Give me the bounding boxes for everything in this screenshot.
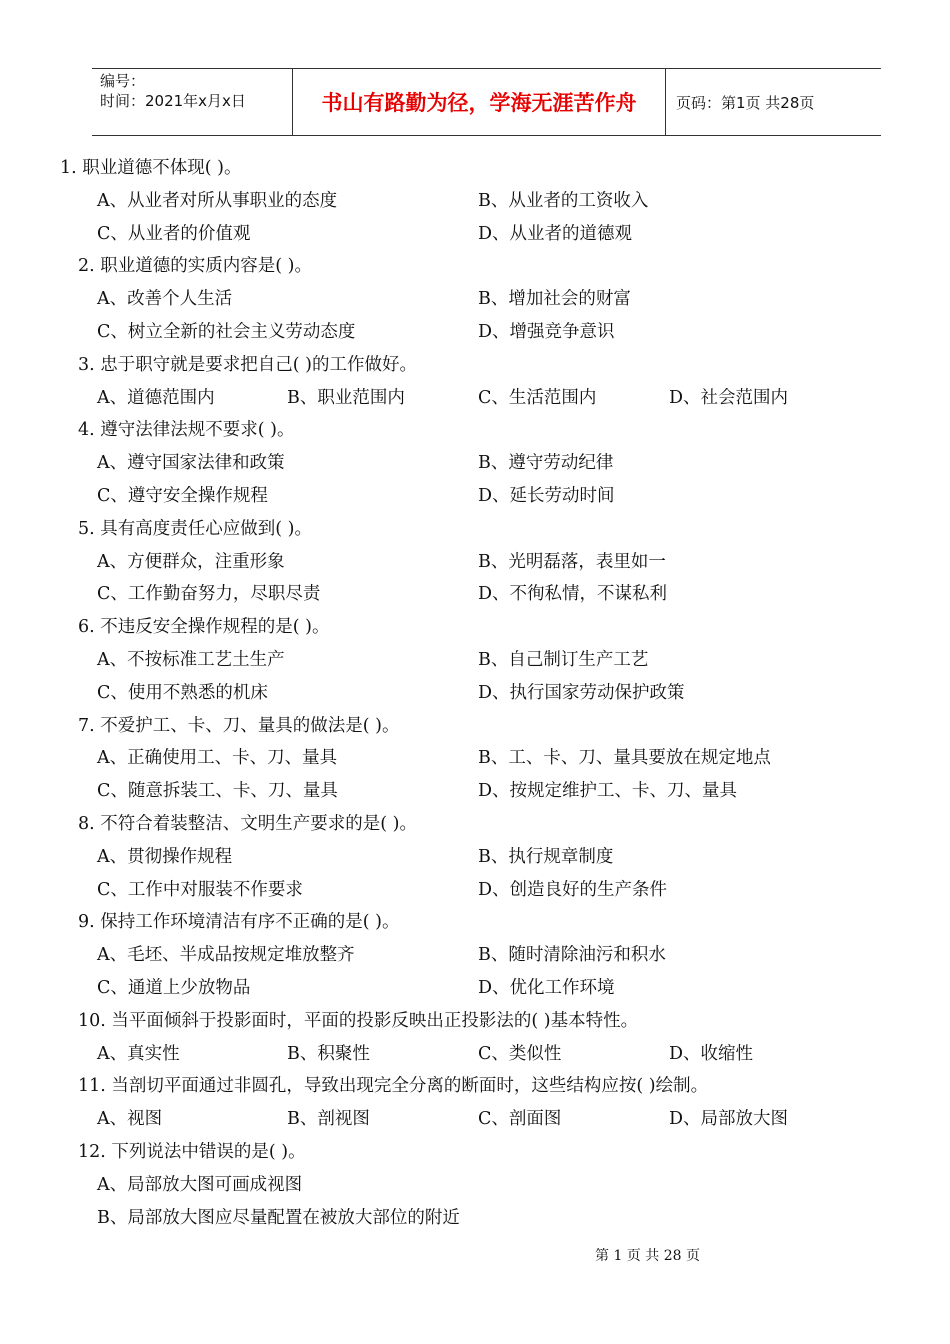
question-item bbox=[0, 1070, 950, 1103]
answer-option: D、不徇私情，不谋私利 bbox=[478, 584, 668, 605]
answer-option: B、遵守劳动纪律 bbox=[478, 453, 614, 474]
question-item bbox=[0, 611, 950, 644]
options-row bbox=[0, 972, 950, 1005]
question-item bbox=[0, 808, 950, 841]
question-text: 7. 不爱护工、卡、刀、量具的做法是( )。 bbox=[78, 715, 400, 736]
answer-option: B、自己制订生产工艺 bbox=[478, 649, 649, 670]
question-text: 8. 不符合着装整洁、文明生产要求的是( )。 bbox=[78, 813, 417, 834]
question-item bbox=[0, 414, 950, 447]
header-motto: 书山有路勤为径，学海无涯苦作舟 bbox=[293, 69, 666, 135]
answer-option: D、优化工作环境 bbox=[478, 977, 615, 998]
answer-option: B、随时清除油污和积水 bbox=[478, 945, 666, 966]
answer-option: B、工、卡、刀、量具要放在规定地点 bbox=[478, 748, 771, 769]
question-text: 3. 忠于职守就是要求把自己( )的工作做好。 bbox=[78, 354, 417, 375]
question-item bbox=[0, 1136, 950, 1169]
options-row bbox=[0, 1103, 950, 1136]
options-row bbox=[0, 382, 950, 415]
answer-option: D、增强竞争意识 bbox=[478, 321, 615, 342]
options-row bbox=[0, 480, 950, 513]
answer-option: C、工作勤奋努力，尽职尽责 bbox=[97, 584, 321, 605]
answer-option: D、执行国家劳动保护政策 bbox=[478, 682, 685, 703]
answer-option: D、局部放大图 bbox=[669, 1109, 789, 1130]
answer-option: D、收缩性 bbox=[669, 1043, 754, 1064]
answer-option: D、社会范围内 bbox=[669, 387, 789, 408]
question-item bbox=[0, 349, 950, 382]
options-row bbox=[0, 546, 950, 579]
time-label: 时间：2021年x月x日 bbox=[100, 92, 246, 110]
answer-option: A、毛坯、半成品按规定堆放整齐 bbox=[97, 945, 355, 966]
question-list bbox=[0, 152, 950, 1234]
answer-option: D、创造良好的生产条件 bbox=[478, 879, 668, 900]
answer-option: B、职业范围内 bbox=[287, 387, 405, 408]
options-row bbox=[0, 841, 950, 874]
answer-option: B、光明磊落，表里如一 bbox=[478, 551, 666, 572]
answer-option: C、工作中对服装不作要求 bbox=[97, 879, 303, 900]
options-row bbox=[0, 1169, 950, 1202]
options-row bbox=[0, 677, 950, 710]
options-row bbox=[0, 742, 950, 775]
answer-option: B、剖视图 bbox=[287, 1109, 370, 1130]
question-item bbox=[0, 250, 950, 283]
question-text: 4. 遵守法律法规不要求( )。 bbox=[78, 420, 295, 441]
question-text: 2. 职业道德的实质内容是( )。 bbox=[78, 256, 312, 277]
answer-option: B、积聚性 bbox=[287, 1043, 370, 1064]
options-row bbox=[0, 1202, 950, 1235]
answer-option: D、按规定维护工、卡、刀、量具 bbox=[478, 781, 738, 802]
question-item bbox=[0, 906, 950, 939]
answer-option: C、通道上少放物品 bbox=[97, 977, 251, 998]
answer-option: C、随意拆装工、卡、刀、量具 bbox=[97, 781, 338, 802]
answer-option: B、从业者的工资收入 bbox=[478, 190, 649, 211]
answer-option: D、从业者的道德观 bbox=[478, 223, 633, 244]
answer-option: B、执行规章制度 bbox=[478, 846, 614, 867]
answer-option: C、使用不熟悉的机床 bbox=[97, 682, 268, 703]
options-row bbox=[0, 447, 950, 480]
question-text: 9. 保持工作环境清洁有序不正确的是( )。 bbox=[78, 912, 400, 933]
options-row bbox=[0, 874, 950, 907]
answer-option: A、遵守国家法律和政策 bbox=[97, 453, 285, 474]
answer-option: A、道德范围内 bbox=[97, 387, 215, 408]
answer-option: C、生活范围内 bbox=[478, 387, 597, 408]
answer-option: A、贯彻操作规程 bbox=[97, 846, 233, 867]
answer-option: C、遵守安全操作规程 bbox=[97, 485, 268, 506]
question-item bbox=[0, 1005, 950, 1038]
answer-option: B、增加社会的财富 bbox=[478, 289, 631, 310]
question-text: 11. 当剖切平面通过非圆孔，导致出现完全分离的断面时，这些结构应按( )绘制。 bbox=[78, 1076, 709, 1097]
answer-option: C、从业者的价值观 bbox=[97, 223, 251, 244]
answer-option: A、真实性 bbox=[97, 1043, 180, 1064]
answer-option: C、树立全新的社会主义劳动态度 bbox=[97, 321, 356, 342]
answer-option: C、类似性 bbox=[478, 1043, 562, 1064]
options-row bbox=[0, 939, 950, 972]
question-item bbox=[0, 710, 950, 743]
question-text: 5. 具有高度责任心应做到( )。 bbox=[78, 518, 312, 539]
document-header bbox=[92, 68, 881, 136]
options-row bbox=[0, 316, 950, 349]
question-text: 1. 职业道德不体现( )。 bbox=[60, 158, 242, 178]
question-text: 12. 下列说法中错误的是( )。 bbox=[78, 1141, 306, 1162]
footer-page-number: 第 1 页 共 28 页 bbox=[595, 1248, 700, 1264]
options-row bbox=[0, 218, 950, 251]
header-meta bbox=[92, 69, 293, 135]
answer-option: B、局部放大图应尽量配置在被放大部位的附近 bbox=[97, 1207, 460, 1228]
options-row bbox=[0, 644, 950, 677]
question-item bbox=[0, 513, 950, 546]
answer-option: A、从业者对所从事职业的态度 bbox=[97, 190, 338, 211]
answer-option: A、局部放大图可画成视图 bbox=[97, 1174, 303, 1195]
answer-option: A、方便群众，注重形象 bbox=[97, 551, 285, 572]
options-row bbox=[0, 185, 950, 218]
question-text: 10. 当平面倾斜于投影面时，平面的投影反映出正投影法的( )基本特性。 bbox=[78, 1010, 639, 1031]
options-row bbox=[0, 578, 950, 611]
answer-option: C、剖面图 bbox=[478, 1109, 562, 1130]
code-label: 编号： bbox=[100, 72, 146, 90]
answer-option: A、不按标准工艺土生产 bbox=[97, 649, 285, 670]
options-row bbox=[0, 775, 950, 808]
answer-option: D、延长劳动时间 bbox=[478, 485, 615, 506]
options-row bbox=[0, 283, 950, 316]
header-page-info: 页码：第1页 共28页 bbox=[676, 93, 815, 112]
answer-option: A、改善个人生活 bbox=[97, 289, 233, 310]
options-row bbox=[0, 1038, 950, 1071]
answer-option: A、视图 bbox=[97, 1109, 163, 1130]
question-item bbox=[0, 152, 950, 185]
question-text: 6. 不违反安全操作规程的是( )。 bbox=[78, 617, 330, 638]
answer-option: A、正确使用工、卡、刀、量具 bbox=[97, 748, 338, 769]
